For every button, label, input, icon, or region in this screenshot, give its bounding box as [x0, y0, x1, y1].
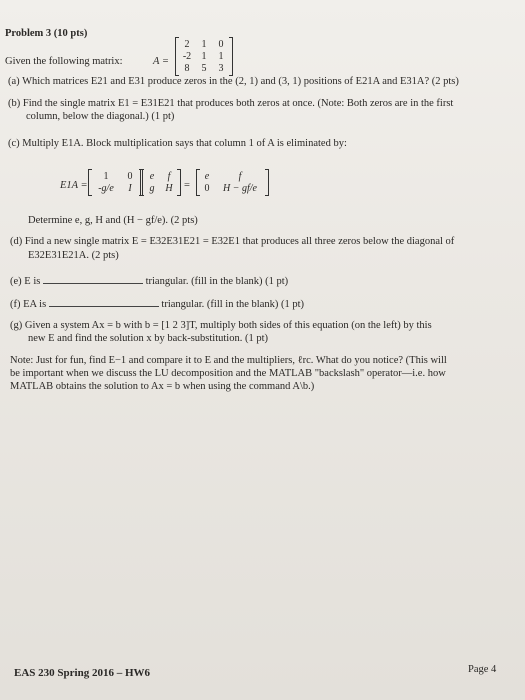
matrix-a-cell-1-1: 1	[201, 51, 207, 62]
part-b-line2: column, below the diagonal.) (1 pt)	[26, 111, 175, 122]
part-f-blank[interactable]	[49, 297, 159, 307]
block-matrix-1	[88, 170, 143, 195]
note-line2: be important when we discuss the LU decomposition and the MATLAB "backslash" operator—i.e. how	[10, 368, 446, 379]
matrix-a-cell-2-0: 8	[184, 63, 190, 74]
matrix-a-cell-1-0: -2	[182, 51, 192, 62]
part-a: (a) Which matrices E21 and E31 produce zeros in the (2, 1) and (3, 1) positions of E21A and E31A? (2 pts)	[8, 76, 459, 87]
problem-title: Problem 3 (10 pts)	[5, 28, 88, 39]
block-matrix-3	[196, 170, 269, 195]
determine-text: Determine e, g, H and (H − gf/e). (2 pts)	[28, 215, 198, 226]
block-m1-cell-0-1: 0	[127, 171, 133, 182]
matrix-a-label: A =	[153, 56, 169, 67]
part-e-blank[interactable]	[43, 274, 143, 284]
block-m1-cell-0-0: 1	[103, 171, 109, 182]
footer-course: EAS 230 Spring 2016 – HW6	[14, 667, 150, 679]
block-m3-cell-1-1: H − gf/e	[223, 183, 257, 194]
note-line3: MATLAB obtains the solution to Ax = b when using the command A\b.)	[10, 381, 315, 392]
equals-sign: =	[184, 180, 190, 191]
block-m1-cell-1-1: I	[128, 183, 132, 194]
part-e: (e) E is triangular. (fill in the blank) (1 pt)	[10, 276, 289, 287]
block-m1-cell-1-0: -g/e	[98, 183, 114, 194]
block-m3-cell-0-0: e	[204, 171, 210, 182]
given-matrix-text: Given the following matrix:	[5, 56, 123, 67]
note-line1: Note: Just for fun, find E−1 and compare it to E and the multipliers, ℓrc. What do you notice? (This will	[10, 355, 447, 366]
part-g-line2: new E and find the solution x by back-substitution. (1 pt)	[28, 333, 269, 344]
part-d-line2: E32E31E21A. (2 pts)	[28, 250, 119, 261]
part-c: (c) Multiply E1A. Block multiplication says that column 1 of A is eliminated by:	[8, 138, 347, 149]
block-matrix-2	[140, 170, 181, 195]
matrix-a	[175, 38, 233, 75]
matrix-a-cell-2-2: 3	[218, 63, 224, 74]
block-m3-cell-0-1: f	[238, 171, 242, 182]
footer-page: Page 4	[468, 664, 497, 675]
part-g-line1: (g) Given a system Ax = b with b = [1 2 3]T, multiply both sides of this equation (on the left) by this	[10, 320, 432, 331]
part-f: (f) EA is triangular. (fill in the blank) (1 pt)	[10, 299, 305, 310]
matrix-a-cell-0-1: 1	[201, 39, 207, 50]
matrix-a-cell-1-2: 1	[218, 51, 224, 62]
block-m2-cell-0-1: f	[167, 171, 171, 182]
block-m2-cell-1-0: g	[149, 183, 155, 194]
part-d-line1: (d) Find a new single matrix E = E32E31E21 = E32E1 that produces all three zeros below the diagonal of	[10, 236, 455, 247]
part-b-line1: (b) Find the single matrix E1 = E31E21 that produces both zeros at once. (Note: Both zeros are in the first	[8, 98, 454, 109]
matrix-a-cell-2-1: 5	[201, 63, 207, 74]
block-eq-left: E1A =	[60, 180, 88, 191]
block-m2-cell-1-1: H	[165, 183, 173, 194]
block-m3-cell-1-0: 0	[204, 183, 210, 194]
block-m2-cell-0-0: e	[149, 171, 155, 182]
matrix-a-cell-0-0: 2	[184, 39, 190, 50]
matrix-a-cell-0-2: 0	[218, 39, 224, 50]
